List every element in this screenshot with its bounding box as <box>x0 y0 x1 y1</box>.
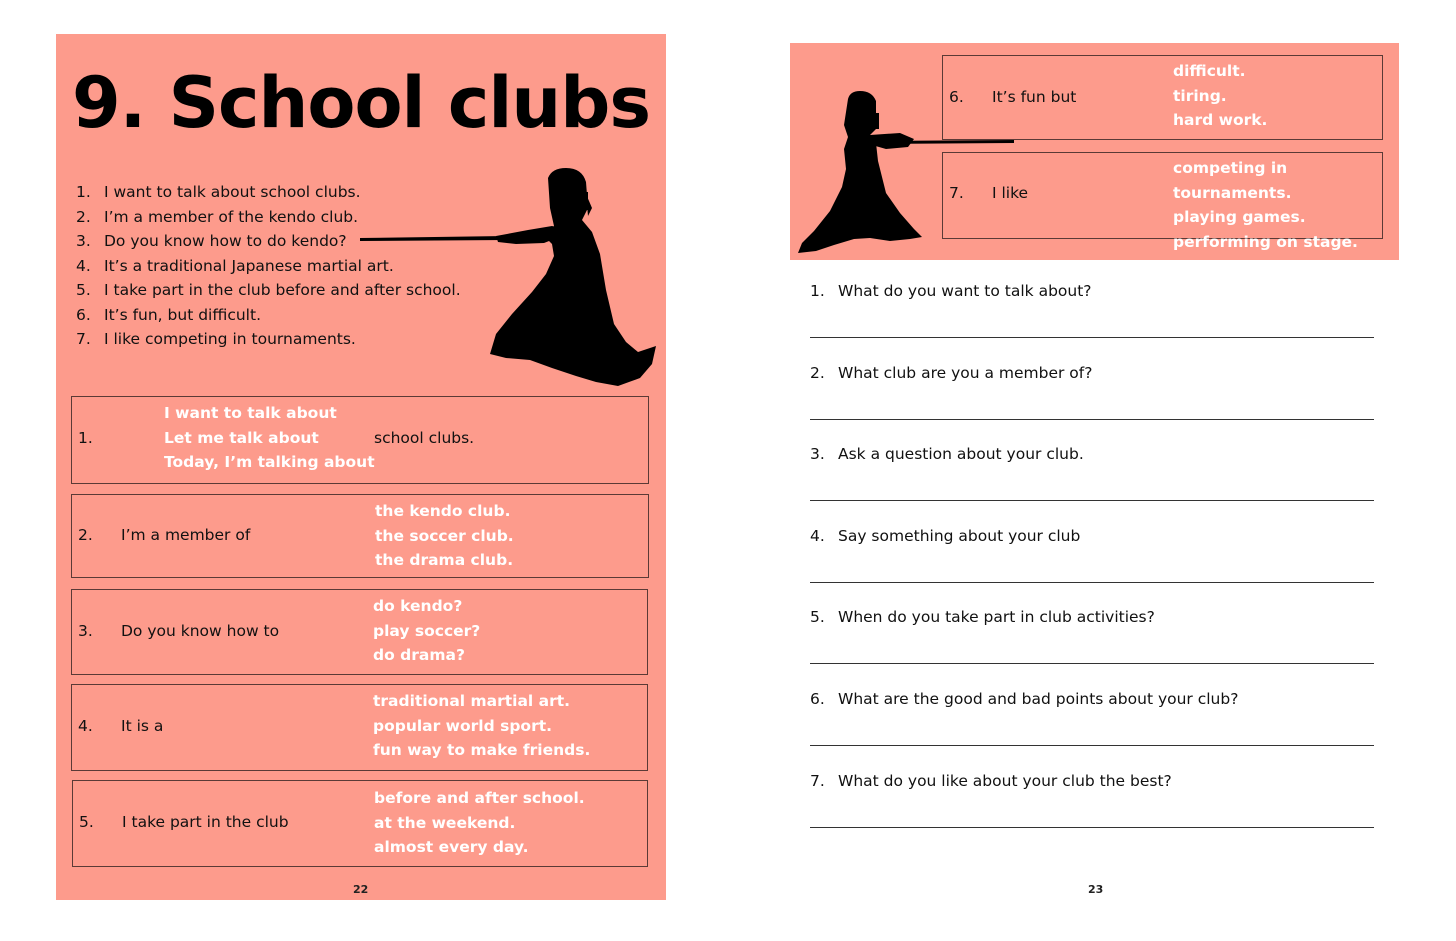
question-item: 2. What club are you a member of? <box>810 362 1376 444</box>
page-number: 23 <box>1088 883 1104 896</box>
answer-line[interactable] <box>810 582 1374 583</box>
question-item: 1. What do you want to talk about? <box>810 280 1376 362</box>
right-page-header <box>790 43 1399 260</box>
list-item: 2. I’m a member of the kendo club. <box>76 207 359 226</box>
page-number: 22 <box>353 883 369 896</box>
list-item: 4. It’s a traditional Japanese martial art. <box>76 256 394 275</box>
question-item: 6. What are the good and bad points about your club? <box>810 688 1376 770</box>
substitution-box-3: 3. Do you know how to do kendo? play soccer? do drama? <box>71 589 648 675</box>
option-list: difficult. tiring. hard work. <box>1173 62 1268 129</box>
question-item: 5. When do you take part in club activities? <box>810 606 1376 688</box>
page-title: 9. School clubs <box>71 62 651 144</box>
substitution-box-7: 7. I like competing in tournaments. playing games. performing on stage. <box>942 152 1383 239</box>
option-list: the kendo club. the soccer club. the drama club. <box>375 502 514 569</box>
question-item: 7. What do you like about your club the best? <box>810 770 1376 852</box>
option-list: before and after school. at the weekend. almost every day. <box>374 789 585 856</box>
question-item: 3. Ask a question about your club. <box>810 443 1376 525</box>
answer-line[interactable] <box>810 745 1374 746</box>
substitution-box-5: 5. I take part in the club before and after school. at the weekend. almost every day. <box>72 780 648 867</box>
substitution-box-4: 4. It is a traditional martial art. popular world sport. fun way to make friends. <box>71 684 648 771</box>
left-page <box>56 34 666 900</box>
question-item: 4. Say something about your club <box>810 525 1376 607</box>
question-list <box>810 280 1376 851</box>
substitution-box-1: 1. I want to talk about Let me talk about Today, I’m talking about school clubs. <box>71 396 649 484</box>
kendo-fencer-silhouette-icon <box>356 164 661 424</box>
answer-line[interactable] <box>810 419 1374 420</box>
answer-line[interactable] <box>810 500 1374 501</box>
answer-line[interactable] <box>810 337 1374 338</box>
option-list: traditional martial art. popular world sport. fun way to make friends. <box>373 692 591 759</box>
option-list: competing in tournaments. playing games. performing on stage. <box>1173 159 1358 251</box>
answer-line[interactable] <box>810 827 1374 828</box>
list-item: 7. I like competing in tournaments. <box>76 330 356 348</box>
substitution-box-2: 2. I’m a member of the kendo club. the soccer club. the drama club. <box>71 494 649 578</box>
list-item: 6. It’s fun, but difficult. <box>76 305 261 324</box>
substitution-box-6: 6. It’s fun but difficult. tiring. hard work. <box>942 55 1383 140</box>
list-item: 3. Do you know how to do kendo? <box>76 232 347 250</box>
answer-line[interactable] <box>810 663 1374 664</box>
option-list: do kendo? play soccer? do drama? <box>373 597 481 664</box>
list-item: 5. I take part in the club before and after school. <box>76 281 461 299</box>
option-list: I want to talk about Let me talk about Today, I’m talking about <box>164 404 375 471</box>
list-item: 1. I want to talk about school clubs. <box>76 183 361 201</box>
